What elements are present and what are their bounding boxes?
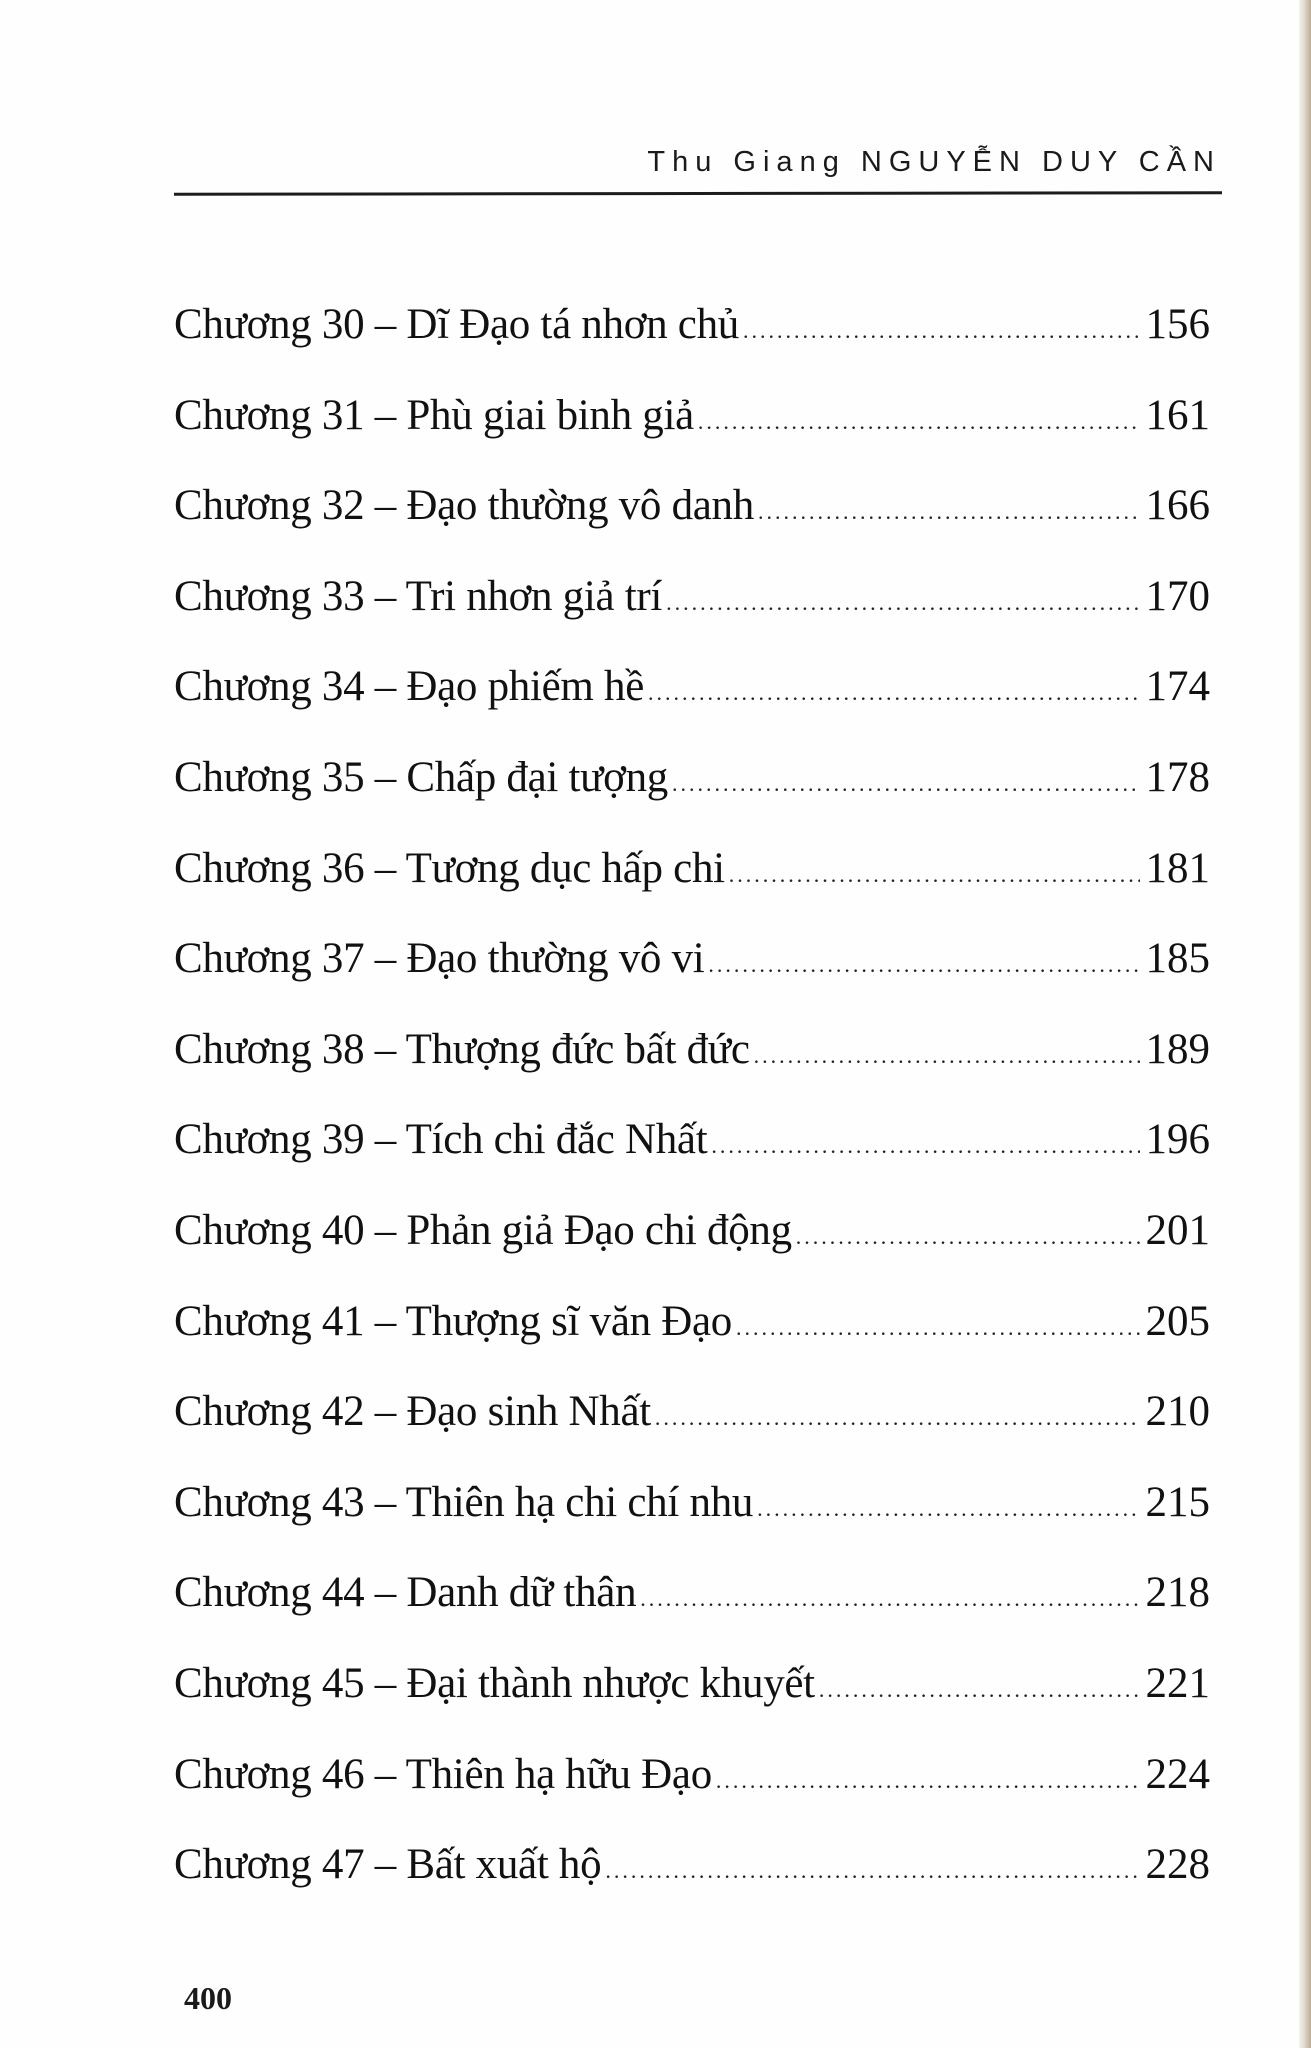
toc-entry-page: 166 [1145,482,1210,530]
dot-leader [743,286,1140,377]
toc-entry-title: Chương 31 – Phù giai binh giả [174,391,694,439]
toc-entry-title: Chương 39 – Tích chi đắc Nhất [174,1116,708,1164]
toc-entry-title: Chương 30 – Dĩ Đạo tá nhơn chủ [174,301,739,348]
table-of-contents [174,280,1210,1911]
dot-leader [605,1826,1139,1917]
toc-entry[interactable] [174,1005,1210,1096]
toc-entry[interactable] [174,1639,1210,1730]
dot-leader [758,467,1140,558]
dot-leader [648,648,1140,739]
toc-entry-page: 189 [1145,1025,1210,1073]
toc-entry[interactable] [174,914,1210,1005]
running-head-author: Thu Giang NGUYỄN DUY CẦN [647,146,1221,178]
dot-leader [698,377,1140,468]
toc-entry-title: Chương 36 – Tương dục hấp chi [174,844,725,892]
toc-entry-page: 170 [1145,572,1210,620]
toc-entry-title: Chương 45 – Đại thành nhược khuyết [174,1659,815,1707]
toc-entry-page: 201 [1145,1206,1210,1254]
toc-entry-page: 210 [1145,1388,1210,1436]
toc-entry-page: 205 [1145,1297,1210,1345]
toc-entry-title: Chương 47 – Bất xuất hộ [174,1841,602,1889]
toc-entry-page: 196 [1145,1116,1210,1164]
page-edge-shadow [1299,0,1311,2048]
toc-entry-page: 221 [1145,1659,1210,1707]
toc-entry-page: 174 [1145,663,1210,711]
toc-entry[interactable] [174,642,1210,733]
toc-entry[interactable] [174,280,1210,371]
toc-entry[interactable] [174,733,1210,824]
dot-leader [666,558,1139,649]
toc-entry-page: 161 [1145,391,1210,439]
dot-leader [757,1464,1139,1555]
toc-entry-title: Chương 44 – Danh dữ thân [174,1569,637,1617]
toc-entry-title: Chương 46 – Thiên hạ hữu Đạo [174,1750,712,1798]
toc-entry[interactable] [174,824,1210,915]
toc-entry-title: Chương 35 – Chấp đại tượng [174,753,668,801]
toc-entry[interactable] [174,371,1210,462]
header-rule [174,191,1222,195]
toc-entry[interactable] [174,1820,1210,1911]
toc-entry-page: 224 [1145,1750,1210,1798]
toc-entry-page: 156 [1145,301,1210,348]
dot-leader [711,1101,1139,1192]
toc-entry-page: 215 [1145,1478,1210,1526]
dot-leader [672,739,1140,830]
dot-leader [716,1736,1140,1827]
toc-entry-title: Chương 41 – Thượng sĩ văn Đạo [174,1297,732,1345]
dot-leader [640,1554,1139,1645]
toc-entry[interactable] [174,1277,1210,1368]
toc-entry-title: Chương 33 – Tri nhơn giả trí [174,572,663,620]
toc-entry[interactable] [174,461,1210,552]
toc-entry-page: 181 [1145,844,1210,892]
toc-entry[interactable] [174,1548,1210,1639]
toc-entry-title: Chương 38 – Thượng đức bất đức [174,1025,750,1073]
toc-entry-page: 178 [1145,753,1210,801]
toc-entry-title: Chương 37 – Đạo thường vô vi [174,935,705,983]
toc-entry[interactable] [174,1367,1210,1458]
toc-entry[interactable] [174,1730,1210,1821]
dot-leader [796,1192,1140,1283]
toc-entry-title: Chương 32 – Đạo thường vô danh [174,482,754,530]
dot-leader [655,1373,1140,1464]
dot-leader [754,1011,1140,1102]
dot-leader [708,920,1139,1011]
toc-entry-title: Chương 34 – Đạo phiếm hề [174,663,644,711]
toc-entry-page: 228 [1145,1841,1210,1889]
toc-entry[interactable] [174,1095,1210,1186]
toc-entry-page: 218 [1145,1569,1210,1617]
toc-entry-page: 185 [1145,935,1210,983]
page-number: 400 [184,1980,232,2016]
toc-entry[interactable] [174,552,1210,643]
dot-leader [729,830,1140,921]
toc-entry[interactable] [174,1458,1210,1549]
toc-entry-title: Chương 43 – Thiên hạ chi chí nhu [174,1478,754,1526]
dot-leader [819,1645,1140,1736]
toc-entry-title: Chương 40 – Phản giả Đạo chi động [174,1206,792,1254]
toc-entry[interactable] [174,1186,1210,1277]
toc-entry-title: Chương 42 – Đạo sinh Nhất [174,1388,651,1436]
dot-leader [736,1283,1140,1374]
